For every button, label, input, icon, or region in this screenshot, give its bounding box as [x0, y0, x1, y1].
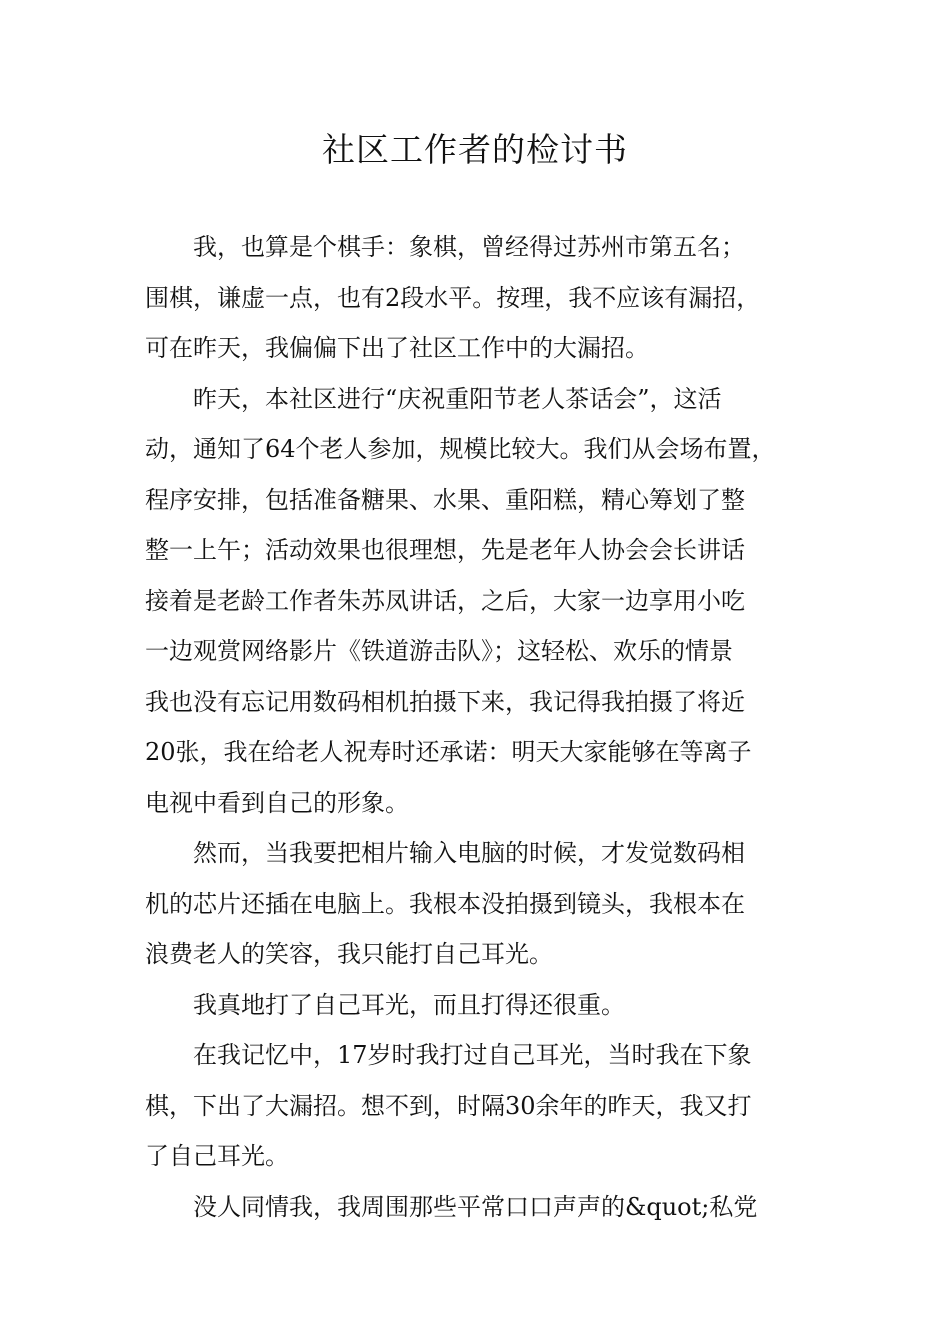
paragraph-line: 可在昨天，我偏偏下出了社区工作中的大漏招。	[145, 334, 649, 362]
paragraph-4	[145, 980, 820, 1031]
paragraph-line: 一边观赏网络影片《铁道游击队》；这轻松、欢乐的情景	[145, 637, 733, 665]
paragraph-line: 棋，下出了大漏招。想不到，时隔30余年的昨天，我又打	[145, 1091, 752, 1120]
paragraph-2	[145, 374, 820, 829]
paragraph-line: 围棋，谦虚一点，也有2段水平。按理，我不应该有漏招，	[145, 283, 761, 312]
document-body	[145, 222, 820, 1232]
paragraph-line: 电视中看到自己的形象。	[145, 788, 409, 817]
paragraph-line: 20张，我在给老人祝寿时还承诺：明天大家能够在等离子	[145, 738, 752, 766]
paragraph-1	[145, 222, 820, 374]
paragraph-5	[145, 1030, 820, 1182]
paragraph-line: 接着是老龄工作者朱苏凤讲话，之后，大家一边享用小吃	[145, 586, 745, 615]
paragraph-3	[145, 828, 820, 980]
paragraph-6	[145, 1182, 820, 1233]
paragraph-line: 了自己耳光。	[145, 1142, 289, 1170]
paragraph-line: 没人同情我，我周围那些平常口口声声的&quot;私党	[193, 1192, 758, 1221]
paragraph-line: 我真地打了自己耳光，而且打得还很重。	[193, 990, 625, 1019]
paragraph-line: 整一上午；活动效果也很理想，先是老年人协会会长讲话	[145, 536, 745, 564]
paragraph-line: 在我记忆中，17岁时我打过自己耳光，当时我在下象	[193, 1041, 752, 1069]
paragraph-line: 程序安排，包括准备糖果、水果、重阳糕，精心筹划了整	[145, 485, 745, 514]
document-title: 社区工作者的检讨书	[322, 130, 628, 169]
paragraph-line: 动，通知了64个老人参加，规模比较大。我们从会场布置，	[145, 435, 776, 463]
paragraph-line: 机的芯片还插在电脑上。我根本没拍摄到镜头，我根本在	[145, 889, 745, 918]
paragraph-line: 我也没有忘记用数码相机拍摄下来，我记得我拍摄了将近	[145, 687, 745, 716]
paragraph-line: 浪费老人的笑容，我只能打自己耳光。	[145, 940, 553, 968]
paragraph-line: 然而，当我要把相片输入电脑的时候，才发觉数码相	[193, 839, 745, 867]
paragraph-line: 昨天，本社区进行“庆祝重阳节老人茶话会”，这活	[193, 384, 722, 413]
paragraph-line: 我，也算是个棋手：象棋，曾经得过苏州市第五名；	[193, 233, 745, 261]
